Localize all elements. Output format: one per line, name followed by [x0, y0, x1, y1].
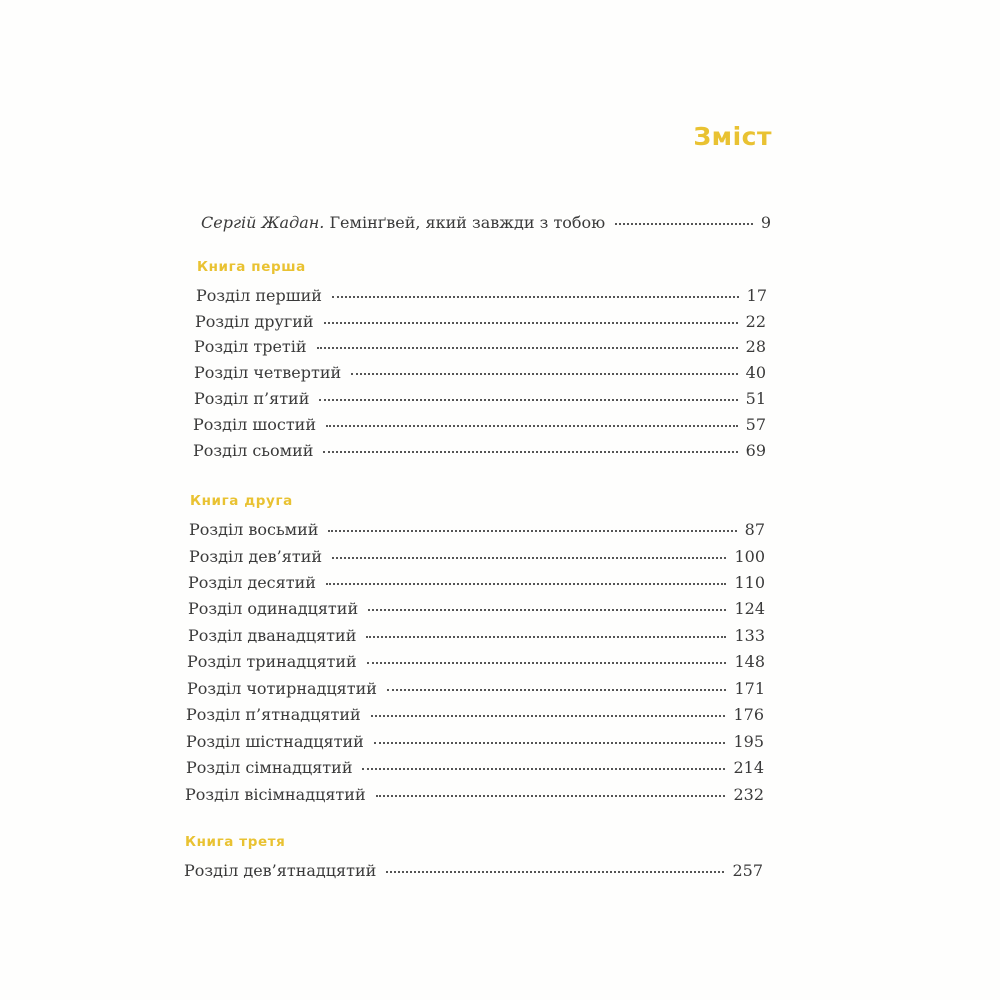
- toc-chapter-row[interactable]: [194, 337, 766, 357]
- page-number: 69: [745, 441, 766, 460]
- page-number: 22: [745, 312, 766, 331]
- toc-intro-row[interactable]: [201, 213, 771, 233]
- page-number: 28: [745, 337, 766, 356]
- chapter-label: Розділ третій: [194, 337, 307, 356]
- page-number: 9: [760, 213, 771, 232]
- intro-author: Сергій Жадан.: [201, 213, 325, 232]
- dot-leader: [387, 689, 727, 691]
- page-number: 148: [734, 652, 765, 671]
- toc-chapter-row[interactable]: [195, 312, 766, 332]
- intro-title: Гемінґвей, який завжди з тобою: [324, 213, 606, 232]
- page-number: 87: [744, 520, 765, 539]
- toc-chapter-row[interactable]: [189, 520, 765, 540]
- chapter-label: Розділ другий: [195, 312, 314, 331]
- toc-chapter-row[interactable]: [185, 785, 764, 805]
- toc-chapter-row[interactable]: [193, 441, 766, 461]
- chapter-label: Розділ вісімнадцятий: [185, 785, 366, 804]
- page-number: 124: [734, 599, 765, 618]
- dot-leader: [332, 557, 726, 559]
- dot-leader: [323, 451, 737, 453]
- chapter-label: Розділ дев’ятнадцятий: [184, 861, 377, 880]
- toc-chapter-row[interactable]: [186, 732, 764, 752]
- chapter-label: Розділ дев’ятий: [189, 547, 323, 566]
- toc-chapter-row[interactable]: [188, 626, 765, 646]
- toc-chapter-row[interactable]: [187, 679, 765, 699]
- page-number: 17: [746, 286, 767, 305]
- book-heading: Книга перша: [197, 259, 306, 275]
- page-title: Зміст: [693, 122, 772, 151]
- dot-leader: [362, 768, 725, 770]
- dot-leader: [326, 583, 727, 585]
- dot-leader: [367, 662, 727, 664]
- toc-chapter-row[interactable]: [188, 599, 765, 619]
- toc-chapter-row[interactable]: [184, 861, 763, 881]
- chapter-label: Розділ дванадцятий: [188, 626, 357, 645]
- chapter-label: Розділ п’ятий: [194, 389, 310, 408]
- dot-leader: [376, 795, 726, 797]
- dot-leader: [615, 223, 753, 225]
- dot-leader: [324, 322, 738, 324]
- chapter-label: Розділ перший: [196, 286, 322, 305]
- chapter-label: Розділ сімнадцятий: [186, 758, 353, 777]
- dot-leader: [326, 425, 738, 427]
- chapter-label: Розділ сьомий: [193, 441, 314, 460]
- book-heading: Книга друга: [190, 493, 293, 509]
- page-number: 133: [734, 626, 765, 645]
- page-number: 232: [733, 785, 764, 804]
- chapter-label: Розділ п’ятнадцятий: [186, 705, 361, 724]
- page-number: 171: [734, 679, 765, 698]
- chapter-label: Розділ чотирнадцятий: [187, 679, 377, 698]
- page-number: 195: [733, 732, 764, 751]
- dot-leader: [332, 296, 739, 298]
- dot-leader: [319, 399, 737, 401]
- page-number: 110: [734, 573, 765, 592]
- dot-leader: [371, 715, 726, 717]
- page-number: 214: [733, 758, 764, 777]
- toc-chapter-row[interactable]: [188, 573, 765, 593]
- page-number: 257: [732, 861, 763, 880]
- chapter-label: Розділ одинадцятий: [188, 599, 359, 618]
- toc-chapter-row[interactable]: [186, 705, 764, 725]
- chapter-label: Розділ шістнадцятий: [186, 732, 364, 751]
- page-number: 51: [745, 389, 766, 408]
- page-number: 100: [734, 547, 765, 566]
- book-heading: Книга третя: [185, 834, 286, 850]
- toc-chapter-row[interactable]: [193, 415, 766, 435]
- dot-leader: [374, 742, 726, 744]
- toc-chapter-row[interactable]: [194, 363, 766, 383]
- toc-intro-label: [201, 213, 605, 233]
- dot-leader: [351, 373, 738, 375]
- toc-chapter-row[interactable]: [186, 758, 764, 778]
- dot-leader: [368, 609, 726, 611]
- dot-leader: [317, 347, 738, 349]
- page-number: 40: [745, 363, 766, 382]
- dot-leader: [386, 871, 724, 873]
- page-number: 57: [745, 415, 766, 434]
- toc-chapter-row[interactable]: [189, 547, 765, 567]
- dot-leader: [328, 530, 736, 532]
- toc-chapter-row[interactable]: [187, 652, 765, 672]
- page-number: 176: [733, 705, 764, 724]
- chapter-label: Розділ четвертий: [194, 363, 342, 382]
- dot-leader: [366, 636, 726, 638]
- toc-chapter-row[interactable]: [196, 286, 767, 306]
- chapter-label: Розділ шостий: [193, 415, 316, 434]
- chapter-label: Розділ восьмий: [189, 520, 319, 539]
- chapter-label: Розділ десятий: [188, 573, 316, 592]
- toc-chapter-row[interactable]: [194, 389, 766, 409]
- chapter-label: Розділ тринадцятий: [187, 652, 357, 671]
